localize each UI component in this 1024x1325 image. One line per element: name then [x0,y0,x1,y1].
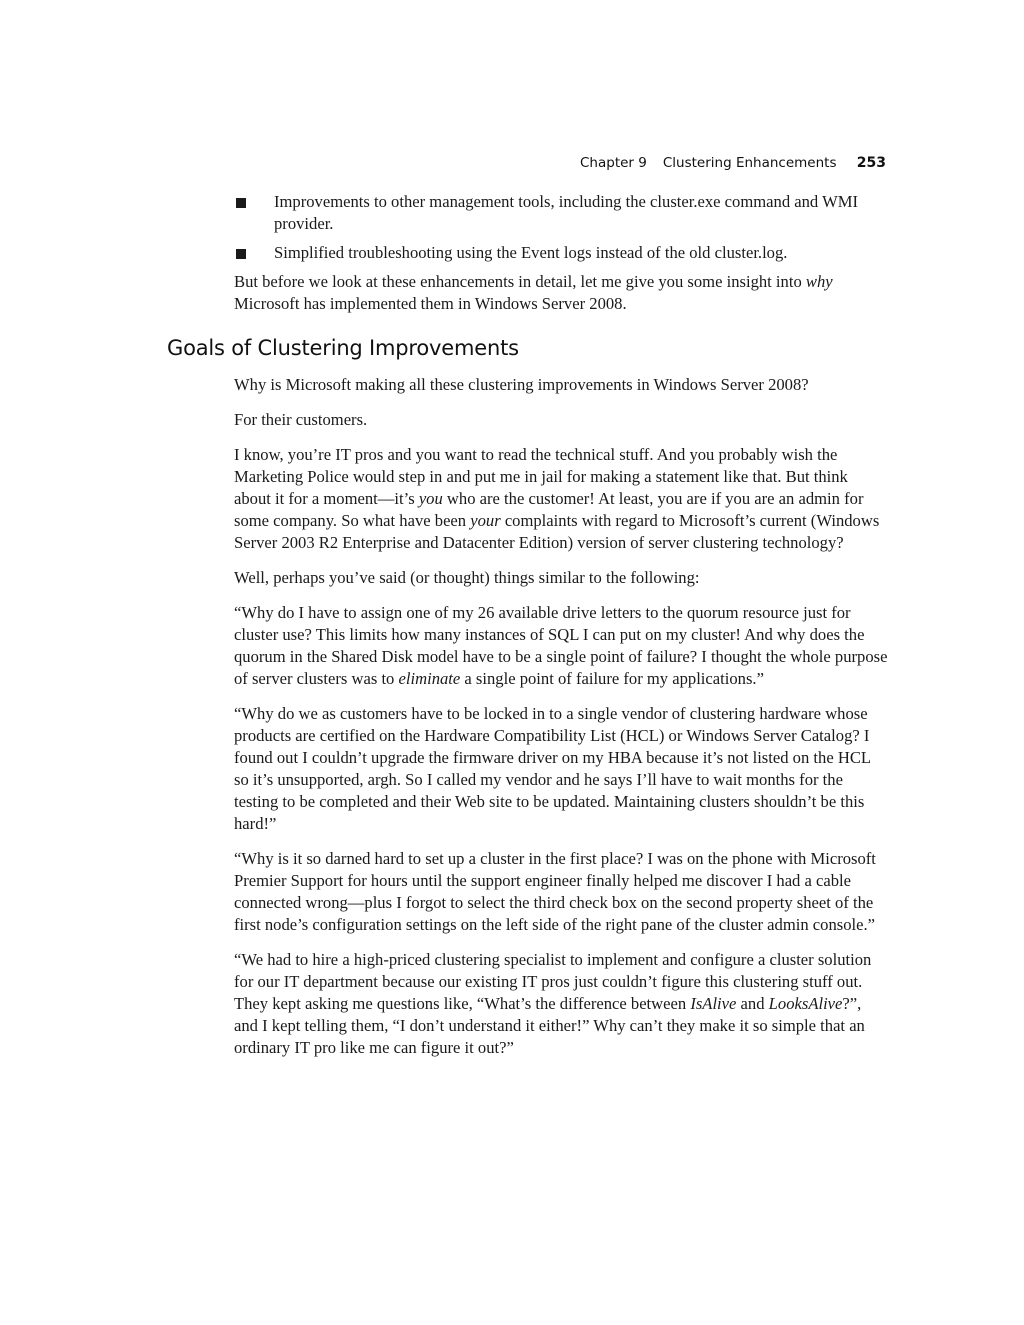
bullet-text: Improvements to other management tools, including the cluster.exe command and WMI provider. [274,192,859,233]
bullet-item [234,191,888,235]
text-run: complaints with regard to Microsoft’s current (Windows Server 2003 R2 Enterprise and Datacenter Edition) version of server clustering technology? [234,511,880,552]
emphasis-text: why [805,272,833,291]
quote-vendor: “Why do we as customers have to be locked in to a single vendor of clustering hardware whose products are certified on the Hardware Compatibility List (HCL) or Windows Server Catalog? I found out I couldn’t upgrade the firmware driver on my HBA because it’s not listed on the HCL so it’s unsupported, argh. So I called my vendor and he says I’ll have to wait months for the testing to be completed and their Web site to be updated. Maintaining clusters shouldn’t be this hard!” [234,704,871,833]
emphasis-text: LooksAlive [768,994,843,1013]
chapter-label: Chapter 9 [580,155,647,171]
answer-paragraph: For their customers. [234,410,368,429]
chapter-title: Clustering Enhancements [662,155,837,171]
bullet-list [234,191,888,264]
text-run: a single point of failure for my applications.” [460,669,764,688]
emphasis-text: you [418,489,443,508]
text-run: and [736,994,769,1013]
square-bullet-icon [236,249,246,259]
section-heading: Goals of Clustering Improvements [167,336,519,360]
intro-block [234,191,888,315]
emphasis-text: eliminate [398,669,461,688]
section-body [234,374,888,1072]
lead-in-paragraph: Well, perhaps you’ve said (or thought) things similar to the following: [234,568,700,587]
bullet-item [234,242,888,264]
question-paragraph: Why is Microsoft making all these clustering improvements in Windows Server 2008? [234,375,809,394]
text-run: I know, you’re IT pros and you want to read the technical stuff. And you probably wish the Marketing Police would step in and put me in jail for making a statement like that. But think about it for a moment—it’s [234,445,848,508]
running-header [580,155,886,171]
text-run: ?”, and I kept telling them, “I don’t understand it either!” Why can’t they make it so simple that an ordinary IT pro like me can figure it out?” [234,994,865,1057]
text-run: “We had to hire a high-priced clustering specialist to implement and configure a cluster solution for our IT department because our existing IT pros just couldn’t figure this clustering stuff out. They kept asking me questions like, “What’s the difference between [234,950,872,1013]
text-run: Microsoft has implemented them in Windows Server 2008. [234,294,627,313]
square-bullet-icon [236,198,246,208]
emphasis-text: IsAlive [690,994,737,1013]
text-run: who are the customer! At least, you are if you are an admin for some company. So what have been [234,489,864,530]
quote-setup: “Why is it so darned hard to set up a cluster in the first place? I was on the phone with Microsoft Premier Support for hours until the support engineer finally helped me discover I had a cable connected wrong—plus I forgot to select the third check box on the second property sheet of the first node’s configuration settings on the left side of the right pane of the cluster admin console.” [234,849,876,934]
page-number: 253 [856,155,886,171]
text-run: But before we look at these enhancements in detail, let me give you some insight into [234,272,806,291]
bullet-text: Simplified troubleshooting using the Event logs instead of the old cluster.log. [274,243,788,262]
quote-specialist [234,949,888,1059]
quote-drive-letters [234,602,888,690]
intro-paragraph [234,271,888,315]
it-pros-paragraph [234,444,888,554]
emphasis-text: your [470,511,501,530]
text-run: “Why do I have to assign one of my 26 available drive letters to the quorum resource just for cluster use? This limits how many instances of SQL I can put on my cluster! And why does the quorum in the Shared Disk model have to be a single point of failure? I thought the whole purpose of server clusters was to [234,603,888,688]
